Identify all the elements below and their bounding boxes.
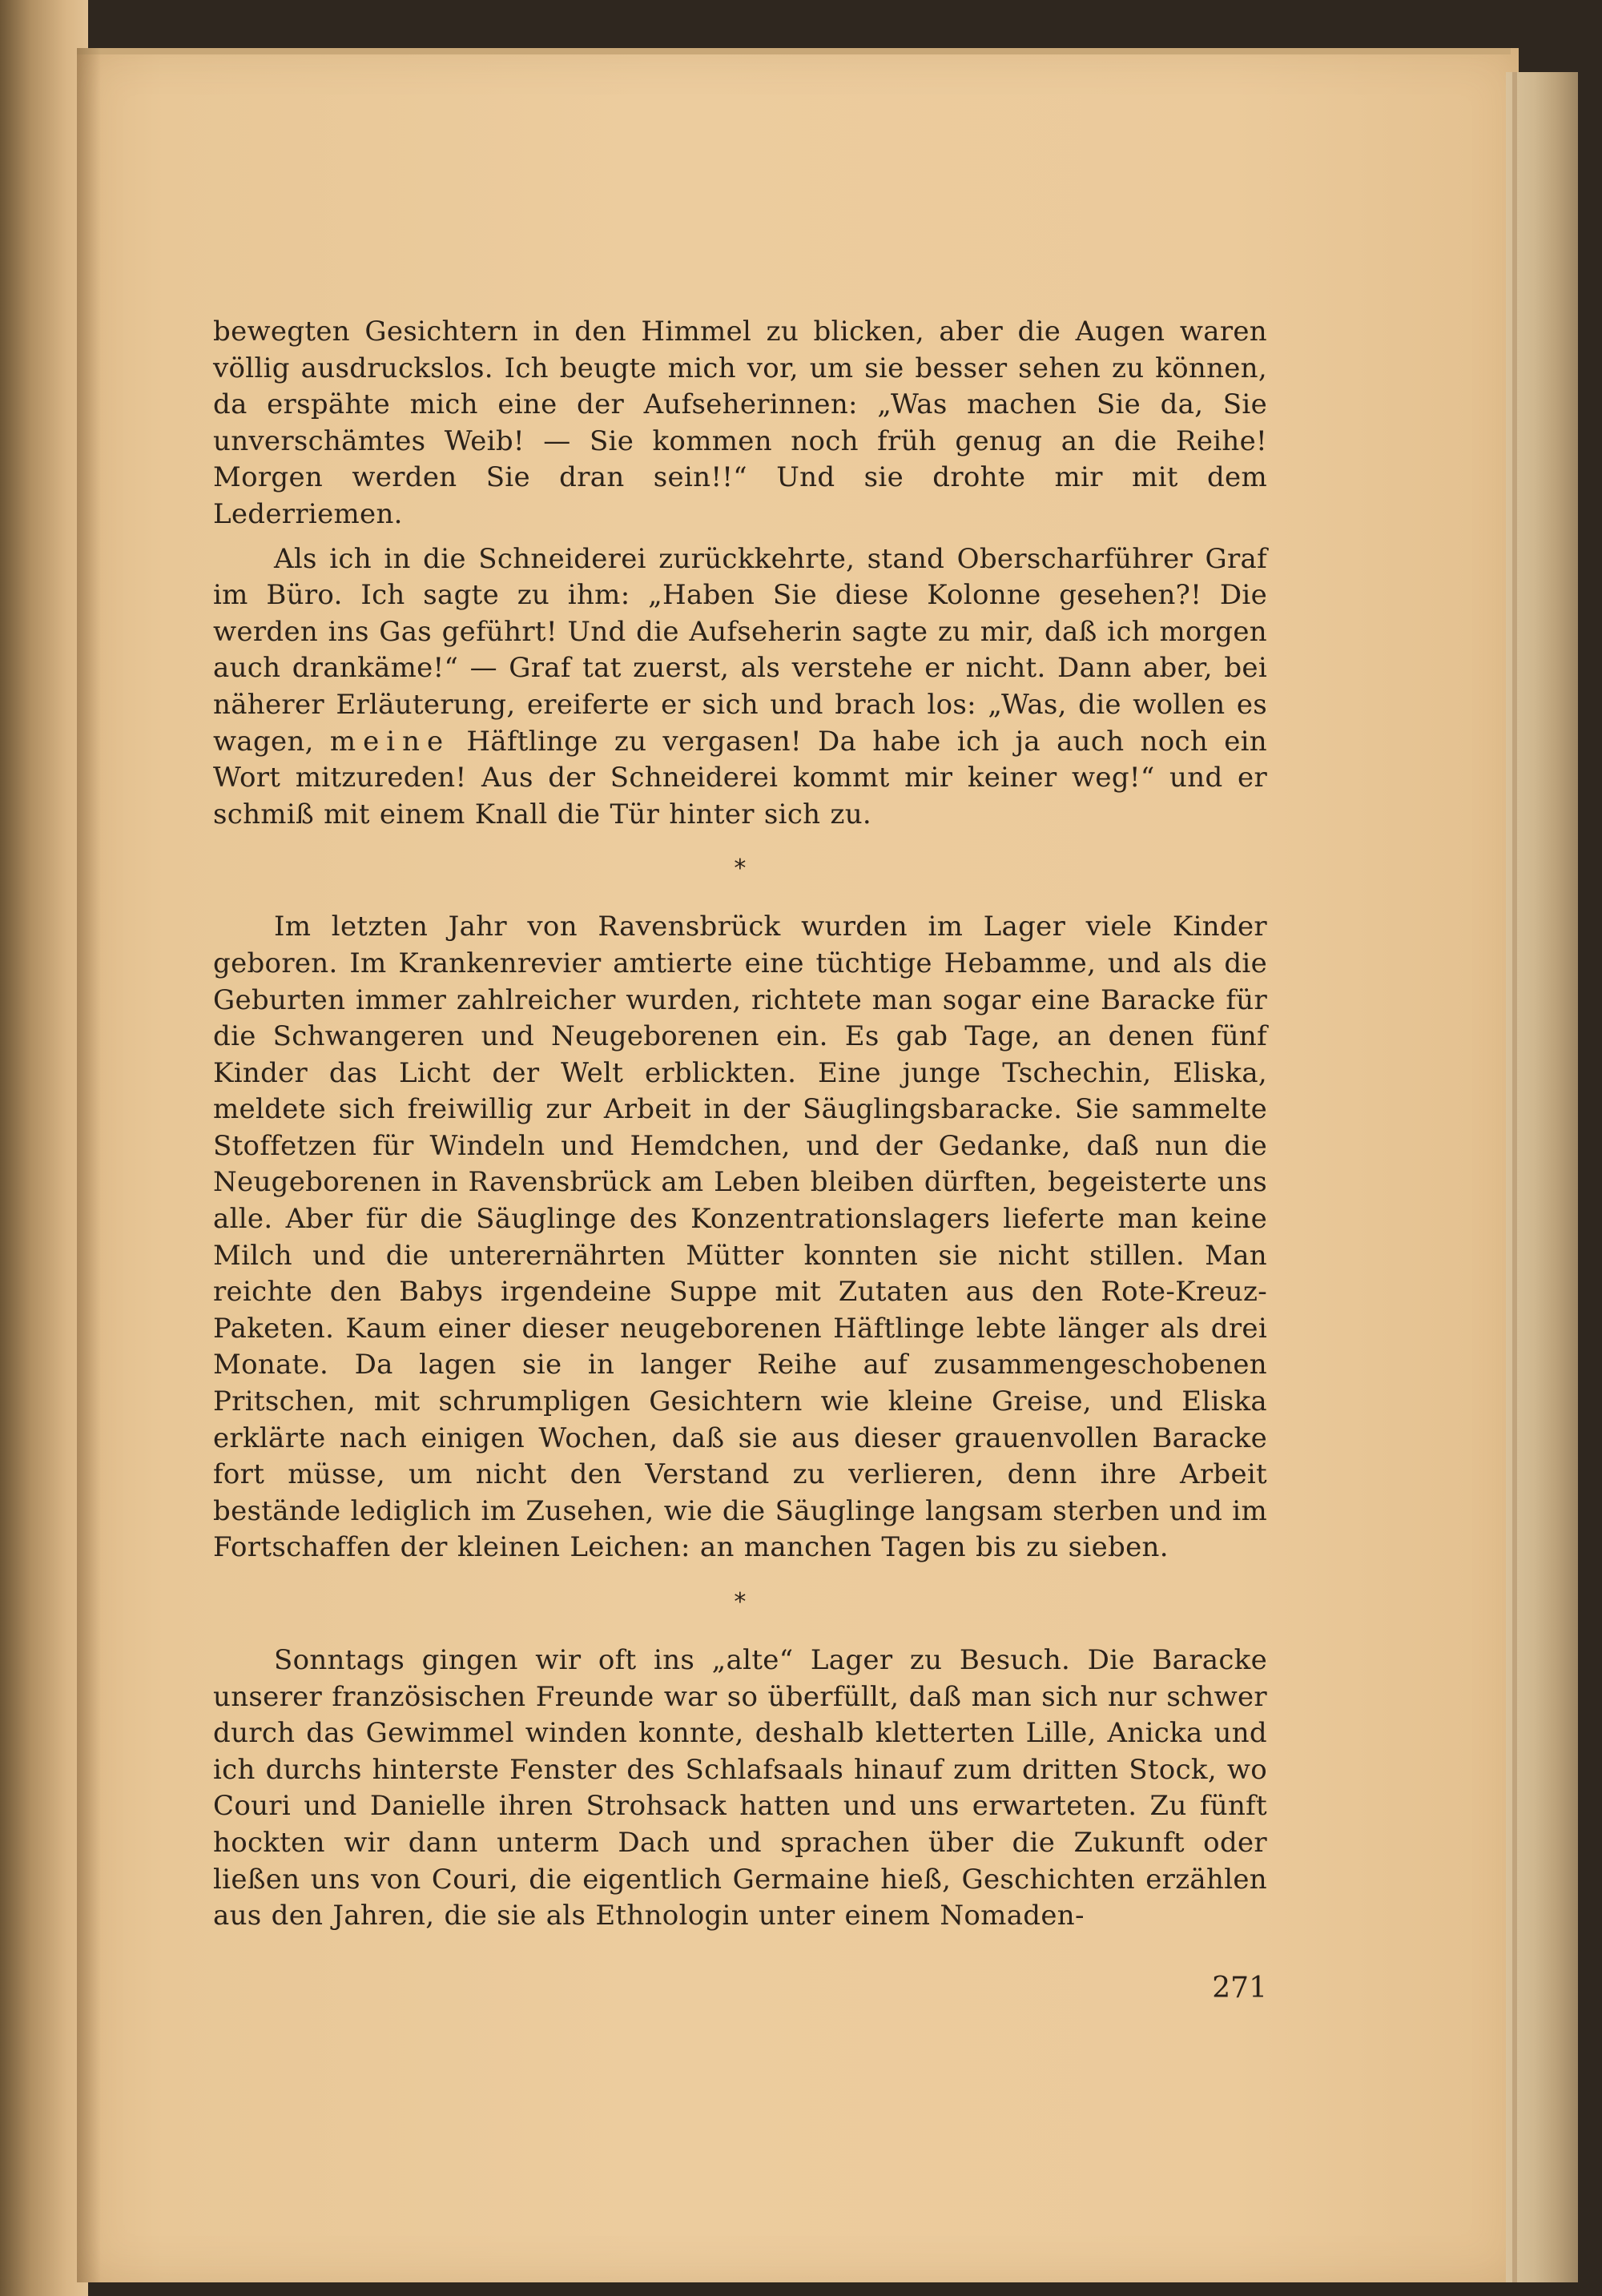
paragraph-1: bewegten Gesichtern in den Himmel zu blicken, aber die Augen waren völlig ausdruckslos. Ich beugte mich vor, um sie besser sehen zu können, da erspähte mich eine der Aufseherinnen: „Was machen Sie da, Sie unverschämtes Weib! — Sie kommen noch früh genug an die Reihe! Morgen werden Sie dran sein!!“ Und sie drohte mir mit dem Lederriemen. (213, 316, 1267, 530)
emphasized-word: meine (329, 725, 451, 758)
paragraph-3: Im letzten Jahr von Ravensbrück wurden im Lager viele Kinder geboren. Im Krankenrevier amtierte eine tüchtige Hebamme, und als die Geburten immer zahlreicher wurden, richtete man sogar eine Baracke für die Schwangeren und Neugeborenen ein. Es gab Tage, an denen fünf Kinder das Licht der Welt erblickten. Eine junge Tschechin, Eliska, meldete sich freiwillig zur Arbeit in der Säuglingsbaracke. Sie sammelte Stoffetzen für Windeln und Hemdchen, und der Gedanke, daß nun die Neugeborenen in Ravensbrück am Leben bleiben dürften, begeisterte uns alle. Aber für die Säuglinge des Konzentrationslagers lieferte man keine Milch und die unterernährten Mütter konnten sie nicht stillen. Man reichte den Babys irgendeine Suppe mit Zutaten aus den Rote-Kreuz-Paketen. Kaum einer dieser neugeborenen Häftlinge lebte länger als drei Monate. Da lagen sie in langer Reihe auf zusammengeschobenen Pritschen, mit schrumpligen Gesichtern wie kleine Greise, und Eliska erklärte nach einigen Wochen, daß sie aus dieser grauenvollen Baracke fort müsse, um nicht den Verstand zu verlieren, denn ihre Arbeit bestände lediglich im Zusehen, wie die Säuglinge langsam sterben und im Fortschaffen der kleinen Leichen: an manchen Tagen bis zu sieben. (213, 911, 1267, 1564)
paragraph-4: Sonntags gingen wir oft ins „alte“ Lager zu Besuch. Die Baracke unserer französischen Freunde war so überfüllt, daß man sich nur schwer durch das Gewimmel winden konnte, deshalb kletterten Lille, Anicka und ich durchs hinterste Fenster des Schlafsaals hinauf zum dritten Stock, wo Couri und Danielle ihren Strohsack hatten und uns erwarteten. Zu fünft hockten wir dann unterm Dach und sprachen über die Zukunft oder ließen uns von Couri, die eigentlich Germaine hieß, Geschichten erzählen aus den Jahren, die sie als Ethnologin unter einem Nomaden- (213, 1644, 1267, 1932)
body-text (213, 314, 1267, 1935)
facing-page-edge (0, 0, 88, 2296)
paragraph-2 (213, 541, 1267, 834)
section-separator-2: * (734, 1588, 747, 1616)
paragraph-2-part-1: Als ich in die Schneiderei zurückkehrte, stand Oberscharführer Graf im Büro. Ich sagte zu ihm: „Haben Sie diese Kolonne gesehen?! Die werden ins Gas geführt! Und die Aufseherin sagte zu mir, daß ich morgen auch drankäme!“ — Graf tat zuerst, als verstehe er nicht. Dann aber, bei näherer Erläuterung, ereiferte er sich und brach los: „Was, die wollen es wagen, (213, 542, 1267, 758)
page-stack-edge (1506, 72, 1578, 2282)
page-number: 271 (1212, 1972, 1267, 2004)
section-separator-1: * (734, 854, 747, 883)
page-top-edge (77, 48, 1511, 54)
paragraph-2-part-2: Häftlinge zu vergasen! Da habe ich ja auch noch ein Wort mitzureden! Aus der Schneiderei kommt mir keiner weg!“ und er schmiß mit einem Knall die Tür hinter sich zu. (213, 725, 1268, 830)
spine-shadow (77, 48, 101, 2282)
